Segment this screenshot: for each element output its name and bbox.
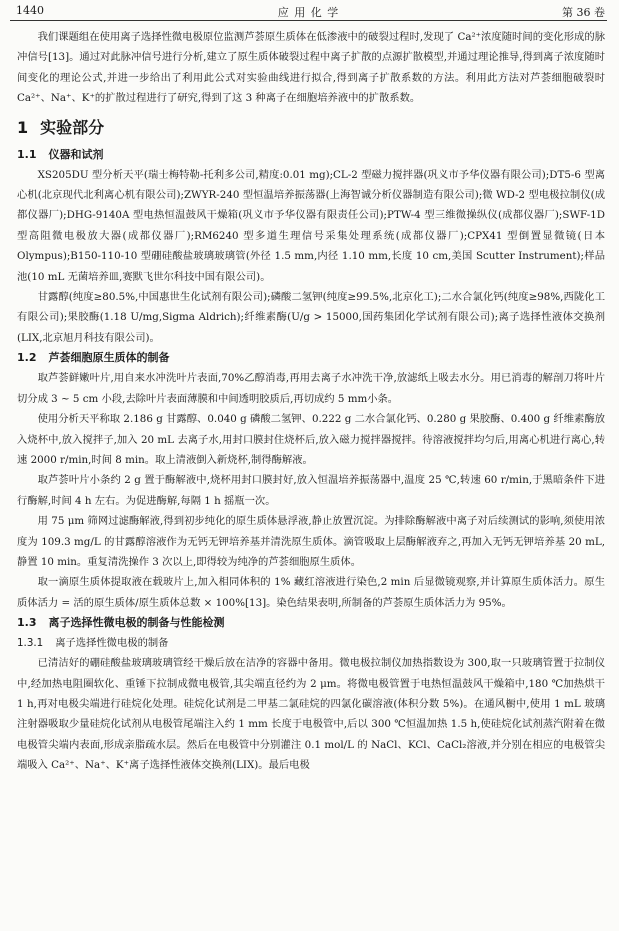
section-heading-1-3	[17, 613, 605, 633]
subsection-title: 离子选择性微电极的制备	[55, 637, 169, 650]
section-heading-1-2	[17, 348, 605, 368]
section-number: 1.3	[17, 616, 37, 630]
reagents-paragraph: 甘露醇(纯度≥80.5%,中国惠世生化试剂有限公司);磷酸二氢钾(纯度≥99.5%,北京化工);二水合氯化钙(纯度≥98%,西陇化工有限公司);果胶酶(1.18 U/mg,Sigma Aldrich);纤维素酶(U/g > 15000,国药集团化学试剂有限公司);离子选择性液体交换剂(LIX,北京旭月科技有限公司)。	[17, 291, 605, 344]
section-title: 实验部分	[40, 117, 105, 137]
body-paragraph: 使用分析天平称取 2.186 g 甘露醇、0.040 g 磷酸二氢钾、0.222 g 二水合氯化钙、0.280 g 果胶酶、0.400 g 纤维素酶放入烧杯中,放入搅拌子,加入 20 mL 去离子水,用封口膜封住烧杯后,放入磁力搅拌器搅拌。待溶液搅拌均匀后,用离心机进行离心,转速 2000 r/min,时间 8 min。取上清液倒入新烧杯,制得酶解液。	[17, 413, 605, 466]
intro-paragraph: 我们课题组在使用离子选择性微电极原位监测芦荟原生质体在低渗液中的破裂过程时,发现了 Ca²⁺浓度随时间的变化形成的脉冲信号[13]。通过对此脉冲信号进行分析,建立了原生质体破裂过程中离子扩散的点源扩散模型,并通过理论推导,得到离子浓度随时间变化的理论公式,并进一步给出了利用此公式对实验曲线进行拟合,得到离子扩散系数的方法。利用此方法对芦荟细胞破裂时 Ca²⁺、Na⁺、K⁺的扩散过程进行了研究,得到了这 3 种离子在细胞培养液中的扩散系数。	[17, 31, 605, 105]
section-title: 仪器和试剂	[48, 147, 104, 161]
section-heading-1	[17, 111, 605, 145]
subsection-heading-1-3-1	[17, 633, 605, 653]
volume-label: 第 36 卷	[562, 6, 605, 19]
body-paragraph: 取芦荟鲜嫩叶片,用自来水冲洗叶片表面,70%乙醇消毒,再用去离子水冲洗干净,放滤纸上吸去水分。用已消毒的解剖刀将叶片切分成 3 ~ 5 cm 小段,去除叶片表面薄膜和中间透明胶质后,再切成约 5 mm小条。	[17, 372, 605, 405]
section-title: 芦荟细胞原生质体的制备	[48, 351, 170, 365]
section-number: 1	[17, 117, 29, 137]
body-paragraph: 已清洁好的硼硅酸盐玻璃玻璃管经干燥后放在洁净的容器中备用。微电极拉制仪加热指数设为 300,取一只玻璃管置于拉制仪中,经加热电阻圈软化、重锤下拉制成微电极管,其尖端直径约为 2 μm。将微电极管置于电热恒温鼓风干燥箱中,180 ℃加热烘干 1 h,再对电极尖端进行硅烷化处理。硅烷化试剂是二甲基二氯硅烷的四氯化碳溶液(体积分数 5%)。在通风橱中,使用 1 mL 玻璃注射器吸取少量硅烷化试剂从电极管尾端注入约 1 mm 长度于电极管中,后以 300 ℃恒温加热 1.5 h,使硅烷化试剂蒸汽附着在微电极管尖端内表面,形成亲脂疏水层。然后在电极管中分别灌注 0.1 mol/L 的 NaCl、KCl、CaCl₂溶液,并分别在相应的电极管尖端吸入 Ca²⁺、Na⁺、K⁺离子选择性液体交换剂(LIX)。最后电极	[17, 657, 605, 772]
article-body	[17, 27, 605, 776]
page-number: 1440	[16, 4, 44, 17]
section-heading-1-1	[17, 145, 605, 165]
subsection-number: 1.3.1	[17, 637, 44, 650]
section-title: 离子选择性微电极的制备与性能检测	[48, 616, 225, 630]
section-number: 1.2	[17, 351, 37, 365]
body-paragraph: 取一滴原生质体提取液在载玻片上,加入相同体积的 1% 藏红溶液进行染色,2 min 后显微镜观察,并计算原生质体活力。原生质体活力 = 活的原生质体/原生质体总数 × 100%[13]。染色结果表明,所制备的芦荟原生质体活力为 95%。	[17, 576, 605, 609]
running-header	[10, 0, 607, 21]
body-paragraph: 用 75 μm 筛网过滤酶解液,得到初步纯化的原生质体悬浮液,静止放置沉淀。为排除酶解液中离子对后续测试的影响,须使用浓度为 109.3 mg/L 的甘露醇溶液作为无钙无钾培养基并清洗原生质体。滴管吸取上层酶解液弃之,再加入无钙无钾培养基 20 mL,静置 10 min。重复清洗操作 3 次以上,即得较为纯净的芦荟细胞原生质体。	[17, 515, 605, 568]
body-paragraph: 取芦荟叶片小条约 2 g 置于酶解液中,烧杯用封口膜封好,放入恒温培养振荡器中,温度 25 ℃,转速 60 r/min,于黑暗条件下进行酶解,时间 4 h 左右。为促进酶解,每隔 1 h 摇瓶一次。	[17, 474, 605, 507]
section-number: 1.1	[17, 147, 37, 161]
instruments-paragraph: XS205DU 型分析天平(瑞士梅特勒-托利多公司,精度:0.01 mg);CL-2 型磁力搅拌器(巩义市予华仪器有限公司);DT5-6 型离心机(北京现代北利离心机有限公司);ZWYR-240 型恒温培养振荡器(上海智诚分析仪器制造有限公司);微 WD-2 型电极拉制仪(成都仪器厂);DHG-9140A 型电热恒温鼓风干燥箱(巩义市予华仪器有限责任公司);PTW-4 型三维微操纵仪(成都仪器厂);SWF-1D 型高阻微电极放大器(成都仪器厂);RM6240 型多道生理信号采集处理系统(成都仪器厂);CPX41 型倒置显微镜(日本 Olympus);B150-110-10 型硼硅酸盐玻璃玻璃管(外径 1.5 mm,内径 1.10 mm,长度 10 cm,美国 Scutter Instrument);样品池(10 mL 无菌培养皿,赛默飞世尔科技中国有限公司)。	[17, 168, 605, 283]
journal-name: 应 用 化 学	[277, 6, 340, 19]
